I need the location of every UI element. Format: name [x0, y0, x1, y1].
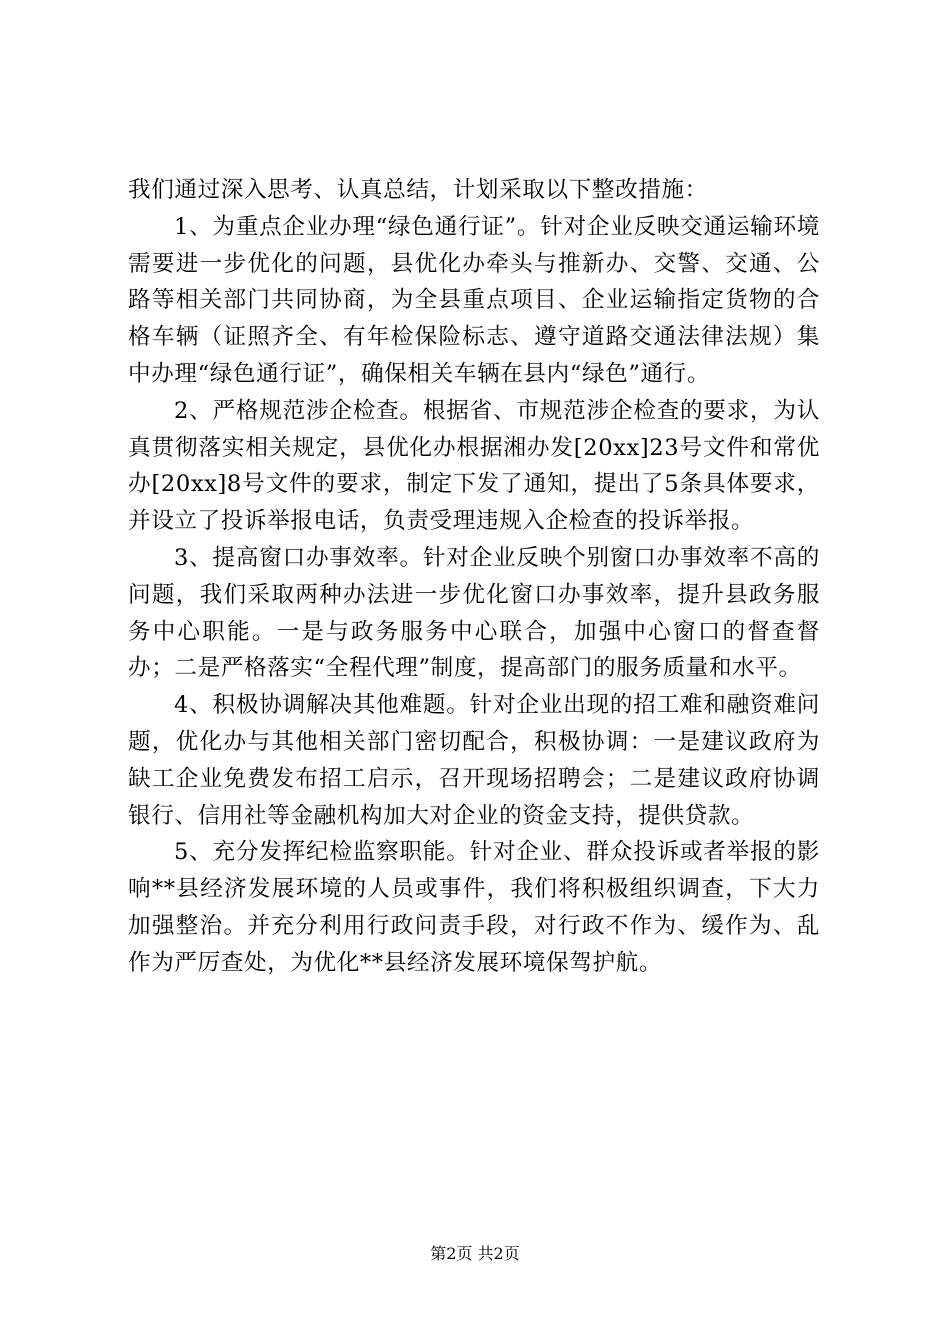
measure-1-paragraph: 1、为重点企业办理“绿色通行证”。针对企业反映交通运输环境需要进一步优化的问题，县优化办牵头与推新办、交警、交通、公路等相关部门共同协商，为全县重点项目、企业运输指定货物的合格车辆（证照齐全、有年检保险标志、遵守道路交通法律法规）集中办理“绿色通行证”，确保相关车辆在县内“绿色”通行。 — [128, 213, 820, 387]
page-number-label: 第2页 共2页 — [430, 1244, 520, 1263]
document-body — [128, 172, 820, 982]
page-footer — [0, 1244, 950, 1264]
measure-3-paragraph: 3、提高窗口办事效率。针对企业反映个别窗口办事效率不高的问题，我们采取两种办法进一步优化窗口办事效率，提升县政务服务中心职能。一是与政务服务中心联合，加强中心窗口的督查督办；二是严格落实“全程代理”制度，提高部门的服务质量和水平。 — [128, 544, 820, 682]
intro-paragraph: 我们通过深入思考、认真总结，计划采取以下整改措施： — [128, 177, 708, 203]
measure-5-paragraph: 5、充分发挥纪检监察职能。针对企业、群众投诉或者举报的影响**县经济发展环境的人员或事件，我们将积极组织调查，下大力加强整治。并充分利用行政问责手段，对行政不作为、缓作为、乱作为严厉查处，为优化**县经济发展环境保驾护航。 — [128, 839, 820, 976]
measure-4-paragraph: 4、积极协调解决其他难题。针对企业出现的招工难和融资难问题，优化办与其他相关部门密切配合，积极协调：一是建议政府为缺工企业免费发布招工启示，召开现场招聘会；二是建议政府协调银行、信用社等金融机构加大对企业的资金支持，提供贷款。 — [128, 692, 820, 829]
measure-2-paragraph: 2、严格规范涉企检查。根据省、市规范涉企检查的要求，为认真贯彻落实相关规定，县优化办根据湘办发[20xx]23号文件和常优办[20xx]8号文件的要求，制定下发了通知，提出了5条具体要求，并设立了投诉举报电话，负责受理违规入企检查的投诉举报。 — [128, 397, 820, 535]
